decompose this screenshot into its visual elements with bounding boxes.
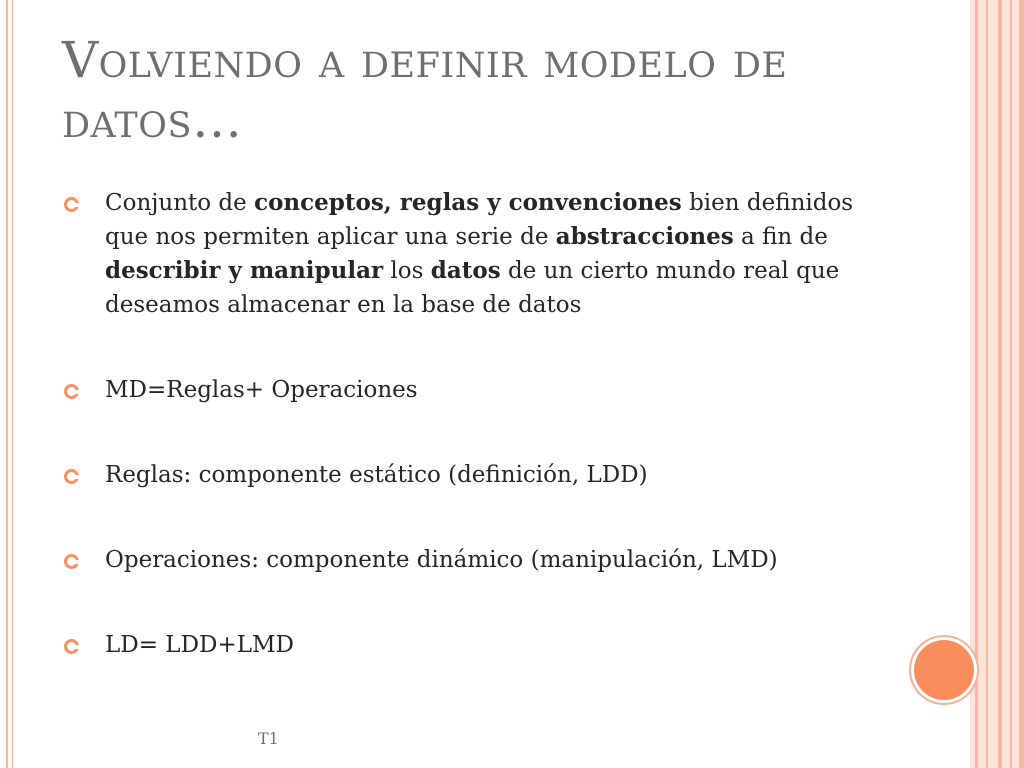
bullet-item [60, 186, 860, 322]
bullet-ring-icon [64, 197, 79, 212]
decorative-circle [914, 640, 974, 700]
left-border-line-thin [12, 0, 13, 768]
right-stripe [1019, 0, 1024, 768]
bullet-item [60, 373, 860, 407]
bullet-item [60, 628, 860, 662]
right-stripe [1010, 0, 1012, 768]
bullet-text: LD= LDD+LMD [105, 632, 294, 658]
left-border-line [6, 0, 8, 768]
bullet-ring-icon [64, 384, 79, 399]
bullet-ring-icon [64, 554, 79, 569]
bullet-ring-icon [64, 469, 79, 484]
right-stripe [998, 0, 1002, 768]
right-decorative-band [970, 0, 1024, 768]
bullet-ring-icon [64, 639, 79, 654]
slide-footer: T1 [258, 729, 279, 748]
right-stripe [986, 0, 988, 768]
right-stripe [975, 0, 978, 768]
bullet-text: Reglas: componente estático (definición, LDD) [105, 462, 648, 488]
bullet-text: Conjunto de conceptos, reglas y convenciones bien definidos que nos permiten aplicar una serie de abstracciones a fin de describir y manipular los datos de un cierto mundo real que deseamos almacenar en la base de datos [105, 189, 854, 318]
slide-title-line-1: Volviendo a definir modelo de [62, 31, 788, 89]
bullet-text: MD=Reglas+ Operaciones [105, 377, 418, 403]
bullet-item [60, 543, 860, 577]
slide-title-line-2: datos… [62, 91, 243, 149]
bullet-item [60, 458, 860, 492]
bullet-text: Operaciones: componente dinámico (manipulación, LMD) [105, 547, 778, 573]
bullet-list [60, 186, 860, 662]
slide-title [62, 30, 882, 150]
